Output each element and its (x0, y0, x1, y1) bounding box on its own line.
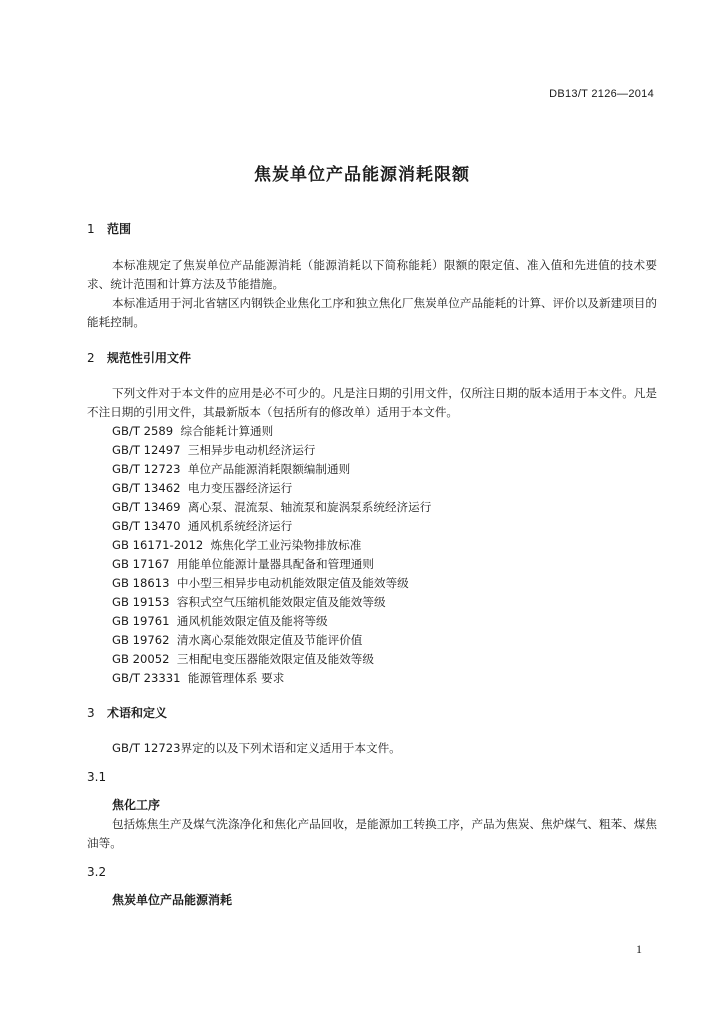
reference-item: GB 19153 容积式空气压缩机能效限定值及能效等级 (112, 595, 386, 609)
document-body (87, 220, 657, 910)
section-title: 范围 (107, 222, 132, 236)
reference-item: GB/T 12723 单位产品能源消耗限额编制通则 (112, 462, 351, 476)
reference-item: GB 16171-2012 炼焦化学工业污染物排放标准 (112, 538, 362, 552)
reference-item: GB 18613 中小型三相异步电动机能效限定值及能效等级 (112, 576, 409, 590)
reference-item: GB/T 2589 综合能耗计算通则 (112, 424, 274, 438)
reference-item: GB 17167 用能单位能源计量器具配备和管理通则 (112, 557, 374, 571)
term-title: 焦炭单位产品能源消耗 (112, 893, 233, 907)
page-number: 1 (636, 942, 642, 956)
scope-paragraph-2: 本标准适用于河北省辖区内钢铁企业焦化工序和独立焦化厂焦炭单位产品能耗的计算、评价以及新建项目的能耗控制。 (87, 296, 657, 329)
reference-item: GB 19762 清水离心泵能效限定值及节能评价值 (112, 633, 363, 647)
terms-intro: GB/T 12723界定的以及下列术语和定义适用于本文件。 (112, 741, 401, 755)
document-title: 焦炭单位产品能源消耗限额 (254, 165, 470, 185)
section-title: 规范性引用文件 (107, 351, 192, 365)
section-heading-normative-references (87, 349, 657, 367)
reference-item: GB/T 12497 三相异步电动机经济运行 (112, 443, 316, 457)
term-definition: 包括炼焦生产及煤气洗涤净化和焦化产品回收，是能源加工转换工序，产品为焦炭、焦炉煤气、粗苯、煤焦油等。 (87, 817, 657, 850)
section-heading-terms-definitions (87, 704, 657, 722)
reference-item: GB/T 13469 离心泵、混流泵、轴流泵和旋涡泵系统经济运行 (112, 500, 432, 514)
scope-paragraph-1: 本标准规定了焦炭单位产品能源消耗（能源消耗以下简称能耗）限额的限定值、准入值和先进值的技术要求、统计范围和计算方法及节能措施。 (87, 258, 657, 291)
section-heading-scope (87, 220, 657, 238)
reference-item: GB/T 23331 能源管理体系 要求 (112, 671, 285, 685)
references-intro: 下列文件对于本文件的应用是必不可少的。凡是注日期的引用文件，仅所注日期的版本适用于本文件。凡是不注日期的引用文件，其最新版本（包括所有的修改单）适用于本文件。 (87, 386, 657, 419)
section-title: 术语和定义 (107, 706, 168, 720)
term-title: 焦化工序 (112, 798, 161, 812)
section-number: 2 (87, 351, 95, 365)
reference-item: GB/T 13470 通风机系统经济运行 (112, 519, 293, 533)
clause-number: 3.2 (87, 865, 107, 879)
section-number: 3 (87, 706, 95, 720)
standard-code: DB13/T 2126—2014 (549, 88, 654, 100)
section-number: 1 (87, 222, 95, 236)
reference-item: GB 20052 三相配电变压器能效限定值及能效等级 (112, 652, 374, 666)
clause-number: 3.1 (87, 770, 107, 784)
reference-item: GB 19761 通风机能效限定值及能将等级 (112, 614, 328, 628)
reference-item: GB/T 13462 电力变压器经济运行 (112, 481, 293, 495)
